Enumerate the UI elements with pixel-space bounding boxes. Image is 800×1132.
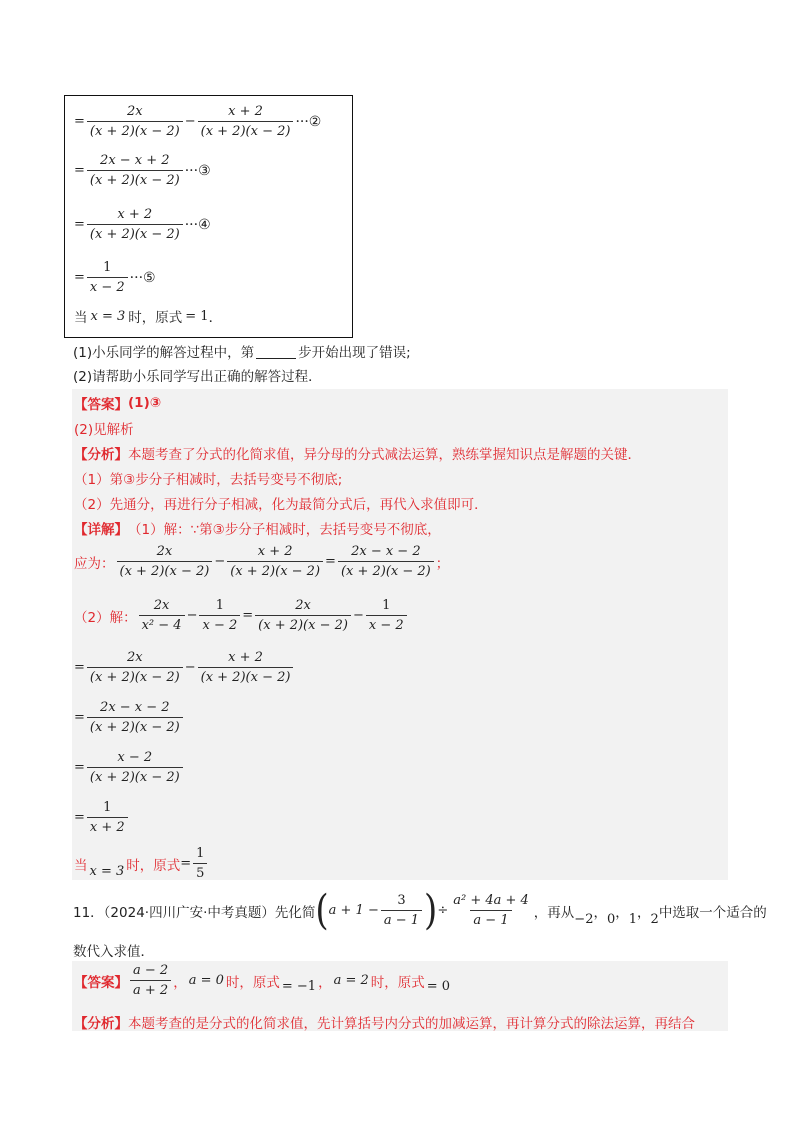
step-4 bbox=[74, 800, 130, 835]
numerator: 1 bbox=[196, 846, 205, 861]
question-2 bbox=[73, 365, 322, 385]
denominator: x − 2 bbox=[199, 615, 240, 633]
denominator: (x + 2)(x − 2) bbox=[87, 170, 183, 188]
equals-sign: = bbox=[74, 660, 85, 675]
step-marker-4: ···④ bbox=[184, 216, 211, 233]
answer-11-line bbox=[74, 963, 452, 998]
numerator: x + 2 bbox=[117, 207, 153, 222]
denominator: 5 bbox=[193, 863, 207, 881]
numerator: 2x − x − 2 bbox=[351, 544, 421, 559]
detail-line bbox=[74, 518, 441, 538]
box-line-3 bbox=[74, 153, 211, 188]
text: 数代入求值． bbox=[73, 944, 154, 960]
analysis-11-line bbox=[74, 1012, 695, 1032]
text: ； bbox=[435, 555, 450, 572]
divide-sign: ÷ bbox=[437, 903, 449, 918]
numerator: 3 bbox=[397, 893, 406, 908]
denominator: x + 2 bbox=[87, 817, 128, 835]
equals-sign: = bbox=[74, 760, 85, 775]
numerator: 2x bbox=[127, 104, 143, 119]
detail-label: 【详解】 bbox=[74, 522, 128, 538]
text: 本题考查的是分式的化简求值，先计算括号内分式的加减运算，再计算分式的除法运算，再结合 bbox=[128, 1016, 695, 1032]
box-line-5 bbox=[74, 260, 156, 295]
text: 时，原式 bbox=[370, 974, 425, 991]
equals-sign: = bbox=[74, 217, 85, 232]
numerator: 1 bbox=[103, 260, 112, 275]
equals-sign: = bbox=[74, 114, 85, 129]
numerator: 2x bbox=[295, 598, 311, 613]
step-1 bbox=[74, 650, 295, 685]
minus-sign: − bbox=[186, 608, 198, 623]
denominator: (x + 2)(x − 2) bbox=[117, 561, 213, 579]
denominator: (x + 2)(x − 2) bbox=[198, 121, 294, 139]
numerator: 2x bbox=[127, 650, 143, 665]
denominator: x − 2 bbox=[366, 615, 407, 633]
box-conclusion bbox=[74, 306, 222, 326]
text: 11．（2024·四川广安·中考真题）先化简 bbox=[73, 904, 316, 921]
value: 2 bbox=[650, 912, 659, 927]
value: 0 bbox=[606, 912, 616, 927]
minus-sign: − bbox=[214, 554, 226, 569]
numerator: 1 bbox=[382, 598, 391, 613]
text: 时，原式 bbox=[126, 857, 181, 874]
numerator: a − 2 bbox=[133, 963, 169, 978]
analysis-1 bbox=[74, 468, 342, 488]
step-marker-5: ···⑤ bbox=[129, 269, 156, 286]
text: ， bbox=[173, 974, 187, 991]
text: ， bbox=[615, 904, 629, 921]
equals-sign: = bbox=[242, 608, 254, 623]
text: 当 bbox=[74, 310, 88, 326]
text: ． bbox=[208, 310, 223, 326]
text: ， bbox=[318, 974, 332, 991]
answer-part1: (1)③ bbox=[128, 395, 162, 411]
denominator: x − 2 bbox=[87, 277, 128, 295]
denominator: (x + 2)(x − 2) bbox=[227, 561, 323, 579]
denominator: (x + 2)(x − 2) bbox=[87, 767, 183, 785]
text: 时，原式 bbox=[128, 310, 183, 326]
denominator: (x + 2)(x − 2) bbox=[198, 667, 294, 685]
answer-blank bbox=[256, 344, 296, 359]
box-line-4 bbox=[74, 207, 211, 242]
step-2 bbox=[74, 700, 185, 735]
value: −2 bbox=[574, 912, 594, 927]
analysis-label: 【分析】 bbox=[74, 447, 128, 463]
text: ，再从 bbox=[533, 904, 575, 921]
denominator: a − 1 bbox=[470, 910, 511, 928]
text: ， bbox=[637, 904, 651, 921]
left-paren: ( bbox=[315, 886, 329, 935]
denominator: (x + 2)(x − 2) bbox=[87, 121, 183, 139]
text: (2)见解析 bbox=[74, 422, 134, 438]
math: a + 1 − bbox=[328, 903, 379, 918]
analysis-label: 【分析】 bbox=[74, 1016, 128, 1032]
numerator: 2x − x + 2 bbox=[100, 153, 170, 168]
math: x = 3 bbox=[90, 308, 126, 324]
numerator: 1 bbox=[103, 800, 112, 815]
numerator: 2x − x − 2 bbox=[100, 700, 170, 715]
numerator: 1 bbox=[215, 598, 224, 613]
math: a = 0 bbox=[188, 973, 224, 988]
text: 当 bbox=[74, 857, 88, 874]
denominator: (x + 2)(x − 2) bbox=[87, 667, 183, 685]
text: 步开始出现了错误; bbox=[298, 345, 411, 361]
question-1 bbox=[73, 341, 411, 361]
equals-sign: = bbox=[325, 554, 336, 569]
text: （1）第③步分子相减时，去括号变号不彻底; bbox=[74, 472, 343, 488]
denominator: a + 2 bbox=[130, 980, 171, 998]
right-paren: ) bbox=[424, 886, 438, 935]
math: x = 3 bbox=[89, 864, 125, 879]
text: （2）先通分，再进行分子相减，化为最简分式后，再代入求值即可． bbox=[74, 497, 488, 513]
numerator: 2x bbox=[156, 544, 173, 559]
answer-part2 bbox=[74, 418, 134, 438]
analysis-2 bbox=[74, 493, 488, 513]
math: = 1 bbox=[185, 308, 209, 324]
minus-sign: − bbox=[352, 608, 364, 623]
math: = −1 bbox=[281, 979, 317, 994]
numerator: x + 2 bbox=[257, 544, 293, 559]
equals-sign: = bbox=[74, 163, 85, 178]
numerator: x + 2 bbox=[228, 650, 263, 665]
text: (1)小乐同学的解答过程中，第 bbox=[73, 345, 255, 361]
should-be-line bbox=[74, 544, 449, 579]
answer-line bbox=[74, 393, 161, 413]
numerator: a² + 4a + 4 bbox=[453, 893, 529, 908]
numerator: x + 2 bbox=[228, 104, 263, 119]
text: 应为： bbox=[74, 555, 115, 572]
denominator: x² − 4 bbox=[139, 615, 185, 633]
minus-sign: − bbox=[184, 660, 196, 675]
equals-sign: = bbox=[74, 270, 85, 285]
equals-sign: = bbox=[74, 710, 85, 725]
text: (2)请帮助小乐同学写出正确的解答过程． bbox=[73, 369, 322, 385]
numerator: x − 2 bbox=[117, 750, 153, 765]
analysis-line bbox=[74, 443, 641, 463]
equals-sign: = bbox=[74, 810, 85, 825]
text: （2）解： bbox=[74, 609, 137, 626]
text: 本题考查了分式的化简求值，异分母的分式减法运算，熟练掌握知识点是解题的关键． bbox=[128, 447, 641, 463]
part2-line bbox=[74, 598, 409, 633]
question-11 bbox=[73, 886, 767, 935]
box-line-2 bbox=[74, 104, 321, 139]
text: 中选取一个适合的 bbox=[658, 904, 767, 921]
denominator: (x + 2)(x − 2) bbox=[87, 224, 183, 242]
equals-sign: = bbox=[180, 856, 192, 871]
step-3 bbox=[74, 750, 185, 785]
step-marker-2: ···② bbox=[295, 113, 322, 130]
numerator: 2x bbox=[153, 598, 170, 613]
text: （1）解：∵第③步分子相减时，去括号变号不彻底， bbox=[128, 522, 441, 538]
denominator: a − 1 bbox=[381, 910, 422, 928]
text: ， bbox=[593, 904, 607, 921]
value: 1 bbox=[628, 912, 638, 927]
step-marker-3: ···③ bbox=[184, 162, 211, 179]
math: = 0 bbox=[426, 979, 451, 994]
question-11-line2 bbox=[73, 940, 154, 960]
minus-sign: − bbox=[184, 114, 196, 129]
answer-label: 【答案】 bbox=[74, 397, 128, 413]
answer-label: 【答案】 bbox=[74, 974, 128, 991]
denominator: (x + 2)(x − 2) bbox=[87, 717, 183, 735]
text: 时，原式 bbox=[225, 974, 280, 991]
math: a = 2 bbox=[333, 973, 369, 988]
denominator: (x + 2)(x − 2) bbox=[338, 561, 434, 579]
denominator: (x + 2)(x − 2) bbox=[255, 615, 351, 633]
final-line bbox=[74, 846, 209, 881]
